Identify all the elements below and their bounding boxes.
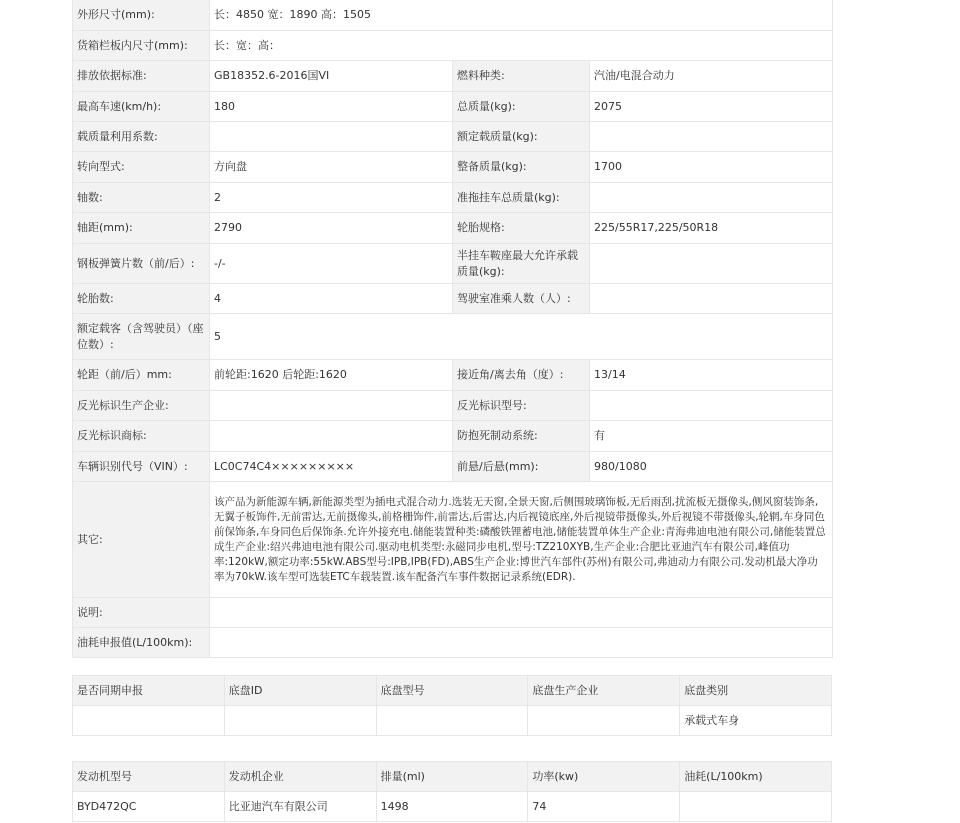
spec-row — [73, 391, 833, 421]
spec-label: 燃料种类: — [453, 61, 590, 92]
spec-row — [73, 628, 833, 658]
vehicle-spec-table — [72, 0, 833, 658]
spec-value: 2075 — [590, 92, 833, 122]
spec-value: GB18352.6-2016国VI — [210, 61, 453, 92]
spec-label: 额定载质量(kg): — [453, 122, 590, 152]
remarks-text: 该产品为新能源车辆,新能源类型为插电式混合动力.选装无天窗,全景天窗,后侧围玻璃饰板,无后雨刮,扰流板无摄像头,侧风窗装饰条,无翼子板饰件,无前雷达,无前摄像头,前格栅饰件,前雷达,后雷达,内后视镜底座,外后视镜带摄像头,外后视镜不带摄像头,轮辋,车身同色前保饰条,车身同色后保饰条.允许外接充电.储能装置种类:磷酸铁锂蓄电池,储能装置单体生产企业:青海弗迪电池有限公司,储能装置总成生产企业:绍兴弗迪电池有限公司.驱动电机类型:永磁同步电机,型号:TZ210XYB,生产企业:合肥比亚迪汽车有限公司,峰值功率:120kW,额定功率:55kW.ABS型号:IPB,IPB(FD),ABS生产企业:博世汽车部件(苏州)有限公司,弗迪动力有限公司.发动机最大净功率为70kW.该车型可选装ETC车载装置.该车配备汽车事件数据记录系统(EDR). — [210, 482, 833, 598]
spec-value — [590, 244, 833, 284]
chassis-cell: 承载式车身 — [680, 706, 832, 736]
spec-value: 980/1080 — [590, 452, 833, 482]
spec-label: 准拖挂车总质量(kg): — [453, 183, 590, 213]
chassis-cell — [376, 706, 528, 736]
spec-row — [73, 598, 833, 628]
spec-label: 钢板弹簧片数（前/后）: — [73, 244, 210, 284]
spec-value — [210, 628, 833, 658]
spec-label: 轮胎规格: — [453, 213, 590, 244]
spec-value: 长：4850 宽：1890 高：1505 — [210, 0, 833, 31]
chassis-header-cell: 底盘生产企业 — [528, 676, 680, 706]
spec-label: 载质量利用系数: — [73, 122, 210, 152]
spec-value: 5 — [210, 314, 833, 360]
engine-cell: 比亚迪汽车有限公司 — [224, 792, 376, 822]
engine-header-cell: 功率(kw) — [528, 762, 680, 792]
spec-value: 225/55R17,225/50R18 — [590, 213, 833, 244]
spec-row — [73, 244, 833, 284]
chassis-table — [72, 675, 832, 736]
spec-value: 2790 — [210, 213, 453, 244]
spec-label: 驾驶室准乘人数（人）: — [453, 284, 590, 314]
spec-label: 车辆识别代号（VIN）: — [73, 452, 210, 482]
engine-header-cell: 发动机型号 — [73, 762, 225, 792]
spec-label: 半挂车鞍座最大允许承载质量(kg): — [453, 244, 590, 284]
spec-value: 汽油/电混合动力 — [590, 61, 833, 92]
spec-row — [73, 183, 833, 213]
spec-value — [590, 183, 833, 213]
spec-value: 方向盘 — [210, 152, 453, 183]
engine-header-cell: 油耗(L/100km) — [680, 762, 832, 792]
spec-value: 2 — [210, 183, 453, 213]
spec-label: 排放依据标准: — [73, 61, 210, 92]
spec-value — [590, 122, 833, 152]
spec-label: 说明: — [73, 598, 210, 628]
chassis-cell — [224, 706, 376, 736]
spec-label: 额定载客（含驾驶员）（座位数）: — [73, 314, 210, 360]
spec-label: 外形尺寸(mm): — [73, 0, 210, 31]
engine-header-cell: 发动机企业 — [224, 762, 376, 792]
spec-label: 最高车速(km/h): — [73, 92, 210, 122]
spec-value — [210, 391, 453, 421]
spec-label: 转向型式: — [73, 152, 210, 183]
spec-label: 轴距(mm): — [73, 213, 210, 244]
chassis-header-row — [73, 676, 832, 706]
spec-value: 前轮距:1620 后轮距:1620 — [210, 360, 453, 391]
spec-row — [73, 122, 833, 152]
chassis-header-cell: 是否同期申报 — [73, 676, 225, 706]
spec-row — [73, 482, 833, 598]
chassis-header-cell: 底盘型号 — [376, 676, 528, 706]
chassis-cell — [73, 706, 225, 736]
engine-header-row — [73, 762, 832, 792]
spec-row — [73, 314, 833, 360]
spec-row — [73, 213, 833, 244]
chassis-header-cell: 底盘类别 — [680, 676, 832, 706]
spec-value: 1700 — [590, 152, 833, 183]
spec-label: 整备质量(kg): — [453, 152, 590, 183]
engine-cell: 74 — [528, 792, 680, 822]
spec-row — [73, 452, 833, 482]
spec-row — [73, 31, 833, 61]
spec-value — [210, 421, 453, 452]
chassis-cell — [528, 706, 680, 736]
spec-label: 防抱死制动系统: — [453, 421, 590, 452]
spec-value: 13/14 — [590, 360, 833, 391]
engine-table — [72, 761, 832, 822]
spec-row — [73, 284, 833, 314]
spec-row — [73, 92, 833, 122]
spec-label: 接近角/离去角（度）: — [453, 360, 590, 391]
spec-value: 180 — [210, 92, 453, 122]
spec-value: -/- — [210, 244, 453, 284]
engine-cell: BYD472QC — [73, 792, 225, 822]
engine-cell: 1498 — [376, 792, 528, 822]
spec-label: 油耗申报值(L/100km): — [73, 628, 210, 658]
spec-value — [210, 598, 833, 628]
spec-label: 反光标识型号: — [453, 391, 590, 421]
spec-value: 有 — [590, 421, 833, 452]
spec-value: 4 — [210, 284, 453, 314]
spec-row — [73, 0, 833, 31]
engine-data-row — [73, 792, 832, 822]
engine-cell — [680, 792, 832, 822]
chassis-header-cell: 底盘ID — [224, 676, 376, 706]
spec-label: 其它: — [73, 482, 210, 598]
spec-label: 货箱栏板内尺寸(mm): — [73, 31, 210, 61]
spec-label: 轮胎数: — [73, 284, 210, 314]
chassis-data-row — [73, 706, 832, 736]
spec-label: 总质量(kg): — [453, 92, 590, 122]
spec-value — [590, 391, 833, 421]
spec-label: 轮距（前/后）mm: — [73, 360, 210, 391]
spec-row — [73, 61, 833, 92]
spec-value: LC0C74C4××××××××× — [210, 452, 453, 482]
spec-label: 前悬/后悬(mm): — [453, 452, 590, 482]
spec-row — [73, 152, 833, 183]
engine-header-cell: 排量(ml) — [376, 762, 528, 792]
spec-value — [590, 284, 833, 314]
spec-label: 反光标识商标: — [73, 421, 210, 452]
spec-label: 轴数: — [73, 183, 210, 213]
spec-label: 反光标识生产企业: — [73, 391, 210, 421]
spec-row — [73, 421, 833, 452]
spec-value — [210, 122, 453, 152]
spec-value: 长：宽：高： — [210, 31, 833, 61]
spec-row — [73, 360, 833, 391]
